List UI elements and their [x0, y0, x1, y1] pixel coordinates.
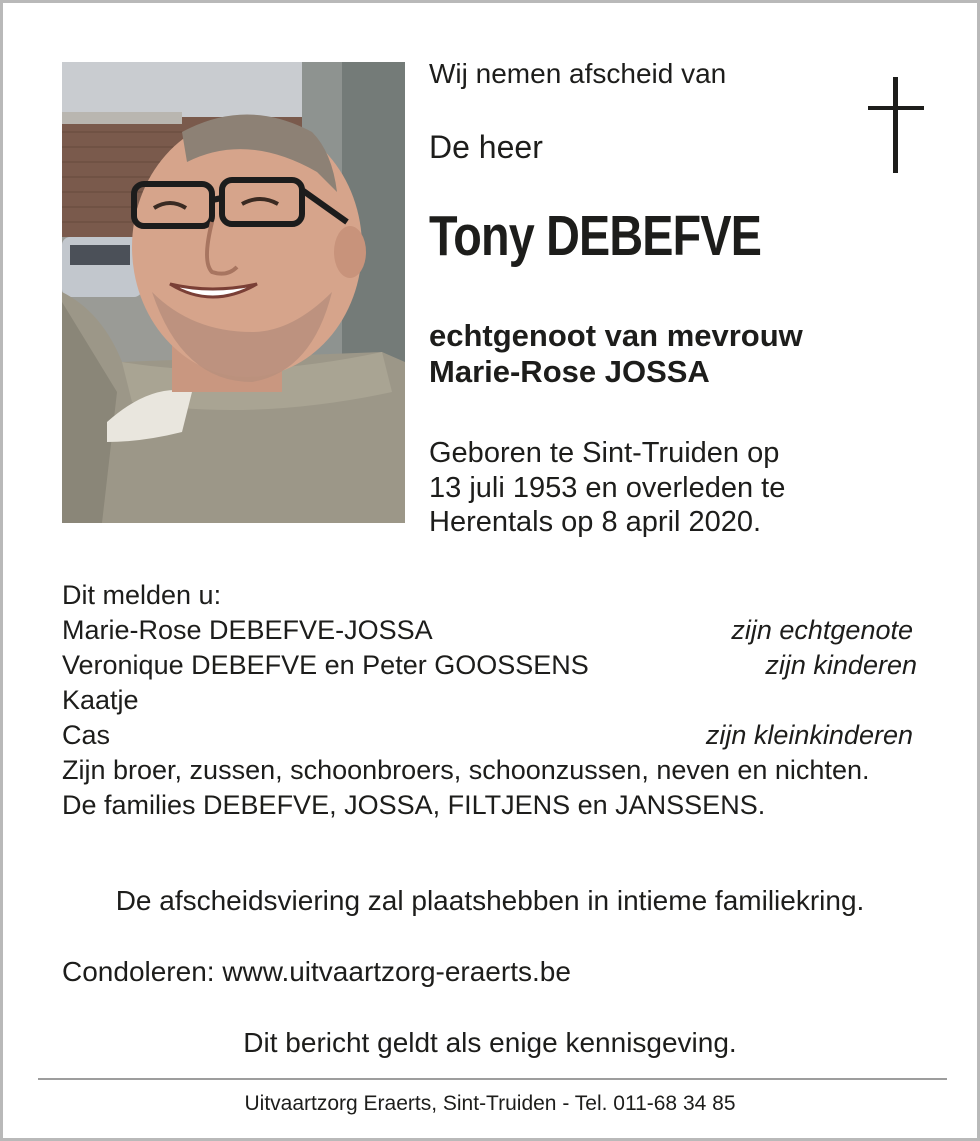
- honorific-title: De heer: [429, 129, 543, 165]
- family-member-row: [62, 613, 917, 648]
- footer-divider: [38, 1078, 947, 1080]
- family-member-name: Kaatje: [62, 685, 139, 715]
- portrait-photo: [62, 62, 405, 523]
- family-heading: Dit melden u:: [62, 580, 222, 610]
- family-member-name: Cas: [62, 720, 111, 750]
- spouse-text: [429, 318, 803, 390]
- deceased-name: Tony DEBEFVE: [429, 204, 762, 268]
- spouse-line-2: Marie-Rose JOSSA: [429, 354, 710, 389]
- born-line-1: Geboren te Sint-Truiden op: [429, 437, 780, 469]
- born-line-2: 13 juli 1953 en overleden te: [429, 471, 786, 504]
- cross-vertical-bar: [893, 77, 898, 173]
- family-list: [62, 578, 917, 823]
- family-member-name: Veronique DEBEFVE en Peter GOOSSENS: [62, 650, 589, 680]
- intro-text: Wij nemen afscheid van: [429, 58, 727, 89]
- spouse-line-1: echtgenoot van mevrouw: [429, 318, 803, 353]
- family-member-name: Marie-Rose DEBEFVE-JOSSA: [62, 615, 433, 645]
- family-member-relation: zijn kinderen: [765, 650, 917, 680]
- born-line-3: Herentals op 8 april 2020.: [429, 506, 762, 538]
- funeral-home-footer: Uitvaartzorg Eraerts, Sint-Truiden - Tel. 011-68 34 85: [244, 1092, 736, 1115]
- family-member-relation: zijn kleinkinderen: [705, 720, 913, 750]
- family-member-row: [62, 683, 917, 718]
- relatives-text: Zijn broer, zussen, schoonbroers, schoonzussen, neven en nichten.: [62, 755, 870, 785]
- family-member-relation: zijn echtgenote: [731, 615, 913, 645]
- family-member-row: [62, 718, 917, 753]
- cross-horizontal-bar: [868, 106, 924, 110]
- ceremony-text: De afscheidsviering zal plaatshebben in intieme familiekring.: [115, 885, 865, 916]
- latin-cross-icon: [868, 77, 924, 173]
- condolences-text: Condoleren: www.uitvaartzorg-eraerts.be: [62, 956, 571, 987]
- notice-text: Dit bericht geldt als enige kennisgeving.: [243, 1027, 737, 1058]
- family-member-row: [62, 648, 917, 683]
- families-text: De families DEBEFVE, JOSSA, FILTJENS en JANSSENS.: [62, 790, 766, 820]
- birth-death-text: [429, 436, 785, 540]
